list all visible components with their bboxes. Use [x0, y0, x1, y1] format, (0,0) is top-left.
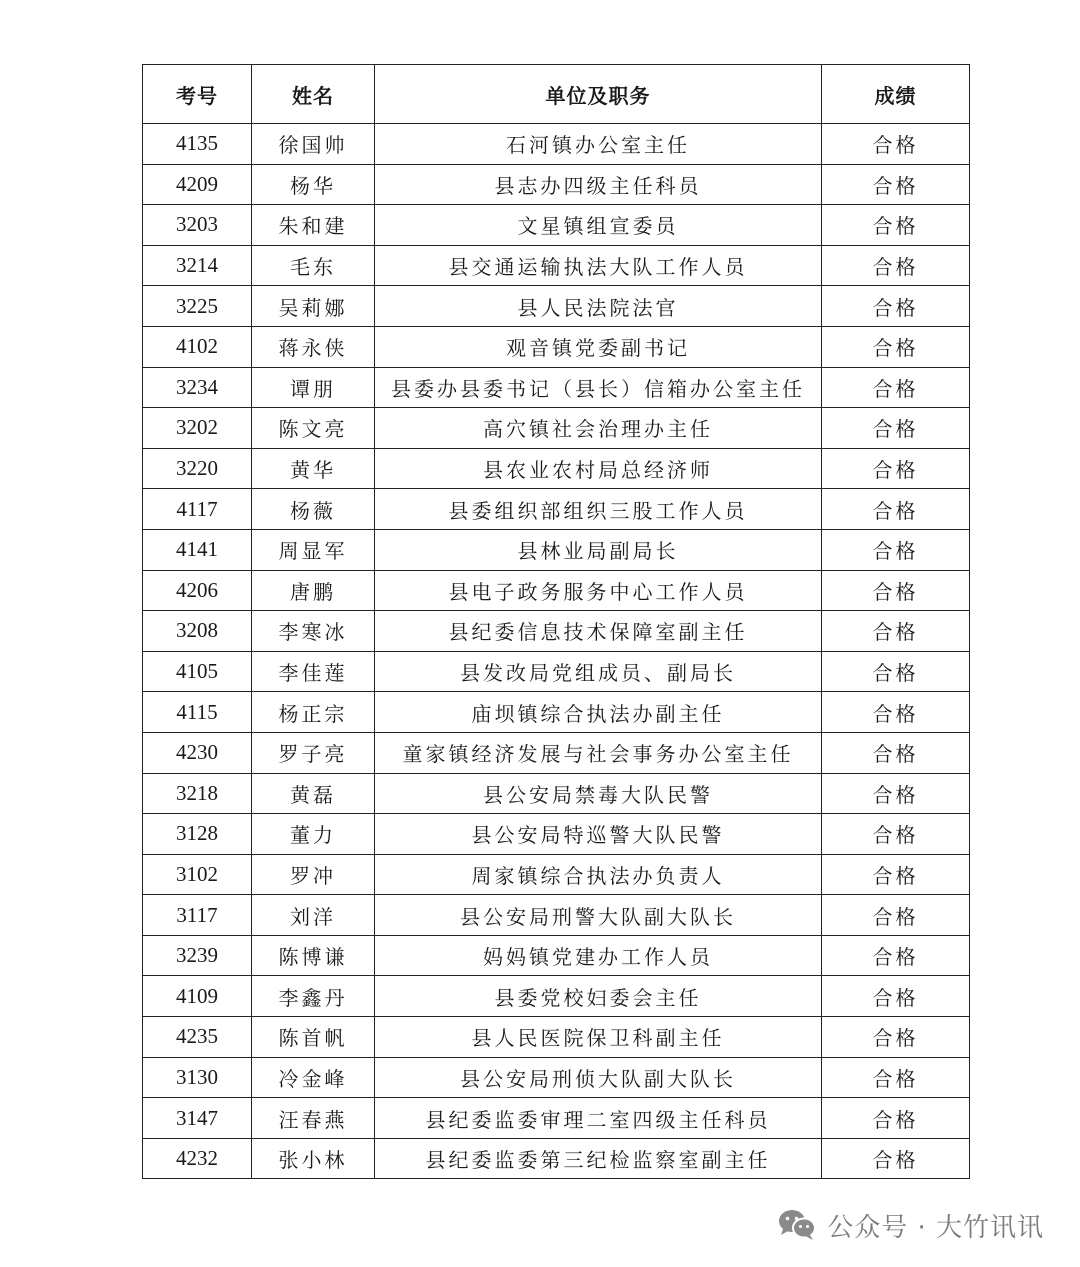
cell-exam-number: 3225 — [143, 286, 252, 327]
table-row — [143, 1057, 970, 1098]
table-row — [143, 692, 970, 733]
cell-unit-position: 童家镇经济发展与社会事务办公室主任 — [375, 732, 822, 773]
table-row — [143, 854, 970, 895]
table-row — [143, 245, 970, 286]
cell-result: 合格 — [822, 326, 970, 367]
cell-name: 朱和建 — [252, 205, 375, 246]
cell-exam-number: 4115 — [143, 692, 252, 733]
cell-name: 陈首帆 — [252, 1017, 375, 1058]
cell-unit-position: 县电子政务服务中心工作人员 — [375, 570, 822, 611]
cell-result: 合格 — [822, 935, 970, 976]
cell-exam-number: 4135 — [143, 124, 252, 165]
cell-unit-position: 高穴镇社会治理办主任 — [375, 408, 822, 449]
cell-exam-number: 4105 — [143, 651, 252, 692]
cell-result: 合格 — [822, 692, 970, 733]
cell-exam-number: 3117 — [143, 895, 252, 936]
cell-unit-position: 县委办县委书记（县长）信箱办公室主任 — [375, 367, 822, 408]
cell-result: 合格 — [822, 164, 970, 205]
cell-name: 谭朋 — [252, 367, 375, 408]
table-row — [143, 814, 970, 855]
cell-exam-number: 3214 — [143, 245, 252, 286]
cell-unit-position: 县人民医院保卫科副主任 — [375, 1017, 822, 1058]
cell-unit-position: 文星镇组宣委员 — [375, 205, 822, 246]
table-row — [143, 367, 970, 408]
table-row — [143, 448, 970, 489]
table-row — [143, 124, 970, 165]
cell-exam-number: 4209 — [143, 164, 252, 205]
cell-result: 合格 — [822, 854, 970, 895]
cell-unit-position: 县交通运输执法大队工作人员 — [375, 245, 822, 286]
header-name: 姓名 — [252, 65, 375, 124]
results-table — [142, 64, 970, 1179]
watermark-text: 公众号 · 大竹讯讯 — [827, 1212, 1044, 1243]
cell-result: 合格 — [822, 814, 970, 855]
cell-exam-number: 3202 — [143, 408, 252, 449]
cell-exam-number: 4141 — [143, 529, 252, 570]
cell-exam-number: 3130 — [143, 1057, 252, 1098]
header-unit-position: 单位及职务 — [375, 65, 822, 124]
cell-name: 黄华 — [252, 448, 375, 489]
cell-exam-number: 4117 — [143, 489, 252, 530]
table-row — [143, 611, 970, 652]
cell-result: 合格 — [822, 732, 970, 773]
table-row — [143, 773, 970, 814]
cell-name: 周显军 — [252, 529, 375, 570]
cell-name: 杨正宗 — [252, 692, 375, 733]
cell-name: 汪春燕 — [252, 1098, 375, 1139]
cell-unit-position: 县公安局特巡警大队民警 — [375, 814, 822, 855]
cell-name: 李鑫丹 — [252, 976, 375, 1017]
cell-name: 吴莉娜 — [252, 286, 375, 327]
cell-result: 合格 — [822, 529, 970, 570]
cell-unit-position: 庙坝镇综合执法办副主任 — [375, 692, 822, 733]
cell-name: 李佳莲 — [252, 651, 375, 692]
cell-result: 合格 — [822, 408, 970, 449]
cell-result: 合格 — [822, 1057, 970, 1098]
cell-result: 合格 — [822, 124, 970, 165]
cell-exam-number: 3147 — [143, 1098, 252, 1139]
cell-unit-position: 县委组织部组织三股工作人员 — [375, 489, 822, 530]
table-header-row — [143, 65, 970, 124]
cell-name: 蒋永侠 — [252, 326, 375, 367]
wechat-icon — [777, 1208, 817, 1242]
cell-unit-position: 县纪委监委审理二室四级主任科员 — [375, 1098, 822, 1139]
table-row — [143, 935, 970, 976]
cell-unit-position: 石河镇办公室主任 — [375, 124, 822, 165]
table-row — [143, 529, 970, 570]
cell-name: 张小林 — [252, 1138, 375, 1179]
cell-result: 合格 — [822, 245, 970, 286]
cell-name: 杨华 — [252, 164, 375, 205]
table-row — [143, 326, 970, 367]
table-row — [143, 286, 970, 327]
cell-exam-number: 3220 — [143, 448, 252, 489]
cell-exam-number: 3128 — [143, 814, 252, 855]
cell-exam-number: 4232 — [143, 1138, 252, 1179]
cell-result: 合格 — [822, 1017, 970, 1058]
cell-exam-number: 3102 — [143, 854, 252, 895]
cell-exam-number: 4206 — [143, 570, 252, 611]
cell-unit-position: 县公安局禁毒大队民警 — [375, 773, 822, 814]
cell-unit-position: 妈妈镇党建办工作人员 — [375, 935, 822, 976]
header-result: 成绩 — [822, 65, 970, 124]
cell-result: 合格 — [822, 611, 970, 652]
cell-unit-position: 县林业局副局长 — [375, 529, 822, 570]
cell-exam-number: 3203 — [143, 205, 252, 246]
cell-result: 合格 — [822, 448, 970, 489]
cell-name: 罗子亮 — [252, 732, 375, 773]
cell-result: 合格 — [822, 976, 970, 1017]
cell-name: 黄磊 — [252, 773, 375, 814]
cell-unit-position: 县发改局党组成员、副局长 — [375, 651, 822, 692]
cell-result: 合格 — [822, 205, 970, 246]
cell-name: 冷金峰 — [252, 1057, 375, 1098]
table-row — [143, 732, 970, 773]
cell-name: 陈文亮 — [252, 408, 375, 449]
cell-exam-number: 4109 — [143, 976, 252, 1017]
cell-name: 董力 — [252, 814, 375, 855]
cell-exam-number: 4235 — [143, 1017, 252, 1058]
cell-result: 合格 — [822, 570, 970, 611]
table-row — [143, 895, 970, 936]
cell-unit-position: 县志办四级主任科员 — [375, 164, 822, 205]
cell-result: 合格 — [822, 367, 970, 408]
cell-exam-number: 3234 — [143, 367, 252, 408]
cell-result: 合格 — [822, 773, 970, 814]
cell-unit-position: 县委党校妇委会主任 — [375, 976, 822, 1017]
cell-exam-number: 4102 — [143, 326, 252, 367]
table-row — [143, 1138, 970, 1179]
cell-name: 徐国帅 — [252, 124, 375, 165]
cell-name: 刘洋 — [252, 895, 375, 936]
cell-name: 罗冲 — [252, 854, 375, 895]
cell-unit-position: 观音镇党委副书记 — [375, 326, 822, 367]
table-row — [143, 1098, 970, 1139]
cell-unit-position: 县人民法院法官 — [375, 286, 822, 327]
cell-unit-position: 县公安局刑警大队副大队长 — [375, 895, 822, 936]
table-body — [143, 124, 970, 1179]
table-row — [143, 651, 970, 692]
cell-unit-position: 县纪委信息技术保障室副主任 — [375, 611, 822, 652]
cell-name: 唐鹏 — [252, 570, 375, 611]
table-row — [143, 570, 970, 611]
cell-name: 杨薇 — [252, 489, 375, 530]
table-row — [143, 164, 970, 205]
cell-exam-number: 3208 — [143, 611, 252, 652]
cell-result: 合格 — [822, 489, 970, 530]
cell-unit-position: 周家镇综合执法办负责人 — [375, 854, 822, 895]
cell-result: 合格 — [822, 895, 970, 936]
cell-exam-number: 3218 — [143, 773, 252, 814]
cell-name: 李寒冰 — [252, 611, 375, 652]
table-row — [143, 1017, 970, 1058]
cell-name: 毛东 — [252, 245, 375, 286]
table-row — [143, 976, 970, 1017]
table-row — [143, 489, 970, 530]
cell-name: 陈博谦 — [252, 935, 375, 976]
cell-result: 合格 — [822, 286, 970, 327]
table-row — [143, 205, 970, 246]
cell-exam-number: 3239 — [143, 935, 252, 976]
cell-result: 合格 — [822, 1098, 970, 1139]
cell-unit-position: 县公安局刑侦大队副大队长 — [375, 1057, 822, 1098]
cell-unit-position: 县农业农村局总经济师 — [375, 448, 822, 489]
cell-unit-position: 县纪委监委第三纪检监察室副主任 — [375, 1138, 822, 1179]
cell-exam-number: 4230 — [143, 732, 252, 773]
cell-result: 合格 — [822, 1138, 970, 1179]
table-row — [143, 408, 970, 449]
header-exam-number: 考号 — [143, 65, 252, 124]
cell-result: 合格 — [822, 651, 970, 692]
watermark — [777, 1205, 1044, 1245]
